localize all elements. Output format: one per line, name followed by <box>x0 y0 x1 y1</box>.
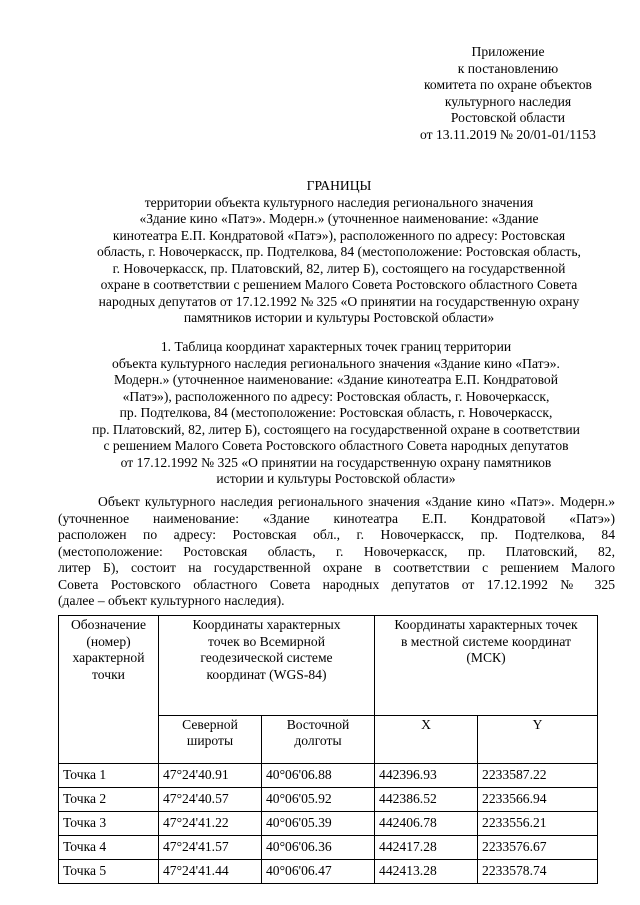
cell-lat: 47°24'41.44 <box>159 860 262 884</box>
header-text: точек во Всемирной <box>208 633 325 649</box>
header-point <box>59 616 159 764</box>
cell-x: 442417.28 <box>375 836 478 860</box>
header-x: X <box>375 715 478 763</box>
header-text: Восточной <box>286 716 350 732</box>
cell-y: 2233576.67 <box>478 836 598 860</box>
header-text: широты <box>186 733 234 749</box>
caption-line: пр. Платовский, 82, литер Б), состоящего на государственной охране в соответствии <box>92 421 580 437</box>
cell-x: 442406.78 <box>375 812 478 836</box>
appendix-line: комитета по охране объектов <box>424 77 592 92</box>
caption-line: от 17.12.1992 № 325 «О принятии на государственную охрану памятников <box>120 454 552 470</box>
cell-lat: 47°24'41.57 <box>159 836 262 860</box>
heading-line: область, г. Новочеркасск, пр. Подтелкова, 84 (местоположение: Ростовская область, <box>97 244 581 259</box>
appendix-line: от 13.11.2019 № 20/01-01/1153 <box>420 126 596 142</box>
cell-lat: 47°24'40.57 <box>159 788 262 812</box>
caption-line: 1. Таблица координат характерных точек границ территории <box>160 339 512 354</box>
paragraph-line: Совета Ростовского областного Совета народных депутатов от 17.12.1992 № 325 <box>58 576 615 592</box>
table-row <box>59 764 598 788</box>
header-north <box>159 715 262 763</box>
caption-line: истории и культуры Ростовской области» <box>216 471 456 486</box>
cell-point: Точка 5 <box>59 860 159 884</box>
caption-line: с решением Малого Совета Ростовского областного Совета народных депутатов <box>103 438 569 453</box>
header-text: Обозначение <box>70 617 147 632</box>
caption-line: объекта культурного наследия регионального значения «Здание кино «Патэ». <box>112 355 560 371</box>
header-text: (МСК) <box>466 650 506 665</box>
cell-y: 2233587.22 <box>478 764 598 788</box>
appendix-line: Ростовской области <box>450 110 566 125</box>
cell-x: 442386.52 <box>375 788 478 812</box>
caption-line: пр. Подтелкова, 84 (местоположение: Ростовская область, г. Новочеркасск, <box>119 405 553 420</box>
cell-lon: 40°06'06.47 <box>262 860 375 884</box>
table-row <box>59 836 598 860</box>
paragraph-line: (далее – объект культурного наследия). <box>58 593 285 608</box>
table-row <box>59 788 598 812</box>
table-row <box>59 812 598 836</box>
cell-x: 442413.28 <box>375 860 478 884</box>
cell-lon: 40°06'05.39 <box>262 812 375 836</box>
description-paragraph <box>58 494 615 610</box>
appendix-line: Приложение <box>471 44 545 59</box>
header-text: (номер) <box>86 633 131 649</box>
header-text: точки <box>92 666 125 682</box>
caption-line: «Патэ»), расположенного по адресу: Ростовская область, г. Новочеркасск, <box>122 388 550 404</box>
cell-y: 2233566.94 <box>478 788 598 812</box>
appendix-line: к постановлению <box>457 60 559 76</box>
header-text: в местной системе координат <box>400 633 572 649</box>
header-y: Y <box>478 715 598 763</box>
cell-y: 2233578.74 <box>478 860 598 884</box>
cell-point: Точка 1 <box>59 764 159 788</box>
cell-lon: 40°06'06.88 <box>262 764 375 788</box>
header-text: Координаты характерных <box>192 617 341 632</box>
caption-line: Модерн.» (уточненное наименование: «Здание кинотеатра Е.П. Кондратовой <box>114 372 558 387</box>
heading-line: народных депутатов от 17.12.1992 № 325 «О принятии на государственную охрану <box>98 293 580 309</box>
cell-y: 2233556.21 <box>478 812 598 836</box>
header-text: Северной <box>182 716 238 732</box>
heading-line: памятников истории и культуры Ростовской области» <box>183 310 495 325</box>
paragraph-line: Объект культурного наследия регионального значения «Здание кино «Патэ». Модерн.» <box>98 494 615 509</box>
document-title: ГРАНИЦЫ <box>306 178 372 193</box>
heading-line: кинотеатра Е.П. Кондратовой «Патэ»), расположенного по адресу: Ростовская <box>112 227 566 243</box>
cell-lat: 47°24'40.91 <box>159 764 262 788</box>
header-wgs <box>159 616 375 716</box>
paragraph-line: (уточненное наименование: «Здание кинотеатра Е.П. Кондратовой «Патэ») <box>58 510 615 526</box>
heading-line: охране в соответствии с решением Малого Совета Ростовского областного Совета <box>100 277 578 292</box>
table-row <box>59 860 598 884</box>
header-east <box>262 715 375 763</box>
paragraph-line: (местоположение: Ростовская область, г. Новочеркасск, пр. Платовский, 82, <box>58 543 615 559</box>
table-header-row <box>59 616 598 716</box>
heading-line: «Здание кино «Патэ». Модерн.» (уточненное наименование: «Здание <box>139 211 539 226</box>
cell-point: Точка 2 <box>59 788 159 812</box>
heading-line: г. Новочеркасск, пр. Платовский, 82, литер Б), состоящего на государственной <box>112 260 566 276</box>
cell-lon: 40°06'06.36 <box>262 836 375 860</box>
cell-point: Точка 3 <box>59 812 159 836</box>
document-heading <box>50 178 628 327</box>
paragraph-line: расположен по адресу: Ростовская обл., г. Новочеркасск, пр. Подтелкова, 84 <box>58 527 615 542</box>
cell-lat: 47°24'41.22 <box>159 812 262 836</box>
coordinates-table <box>58 615 598 884</box>
cell-x: 442396.93 <box>375 764 478 788</box>
header-text: характерной <box>72 650 145 665</box>
header-text: геодезической системе <box>200 650 333 665</box>
appendix-line: культурного наследия <box>444 93 572 109</box>
cell-point: Точка 4 <box>59 836 159 860</box>
cell-lon: 40°06'05.92 <box>262 788 375 812</box>
table-caption <box>56 339 616 488</box>
header-msk <box>375 616 598 716</box>
header-text: долготы <box>294 733 342 749</box>
heading-line: территории объекта культурного наследия регионального значения <box>144 194 534 210</box>
paragraph-line: литер Б), состоит на государственной охране в соответствии с решением Малого <box>58 560 615 575</box>
appendix-block <box>398 44 618 143</box>
header-text: Координаты характерных точек <box>394 617 578 632</box>
header-text: координат (WGS-84) <box>206 666 327 682</box>
